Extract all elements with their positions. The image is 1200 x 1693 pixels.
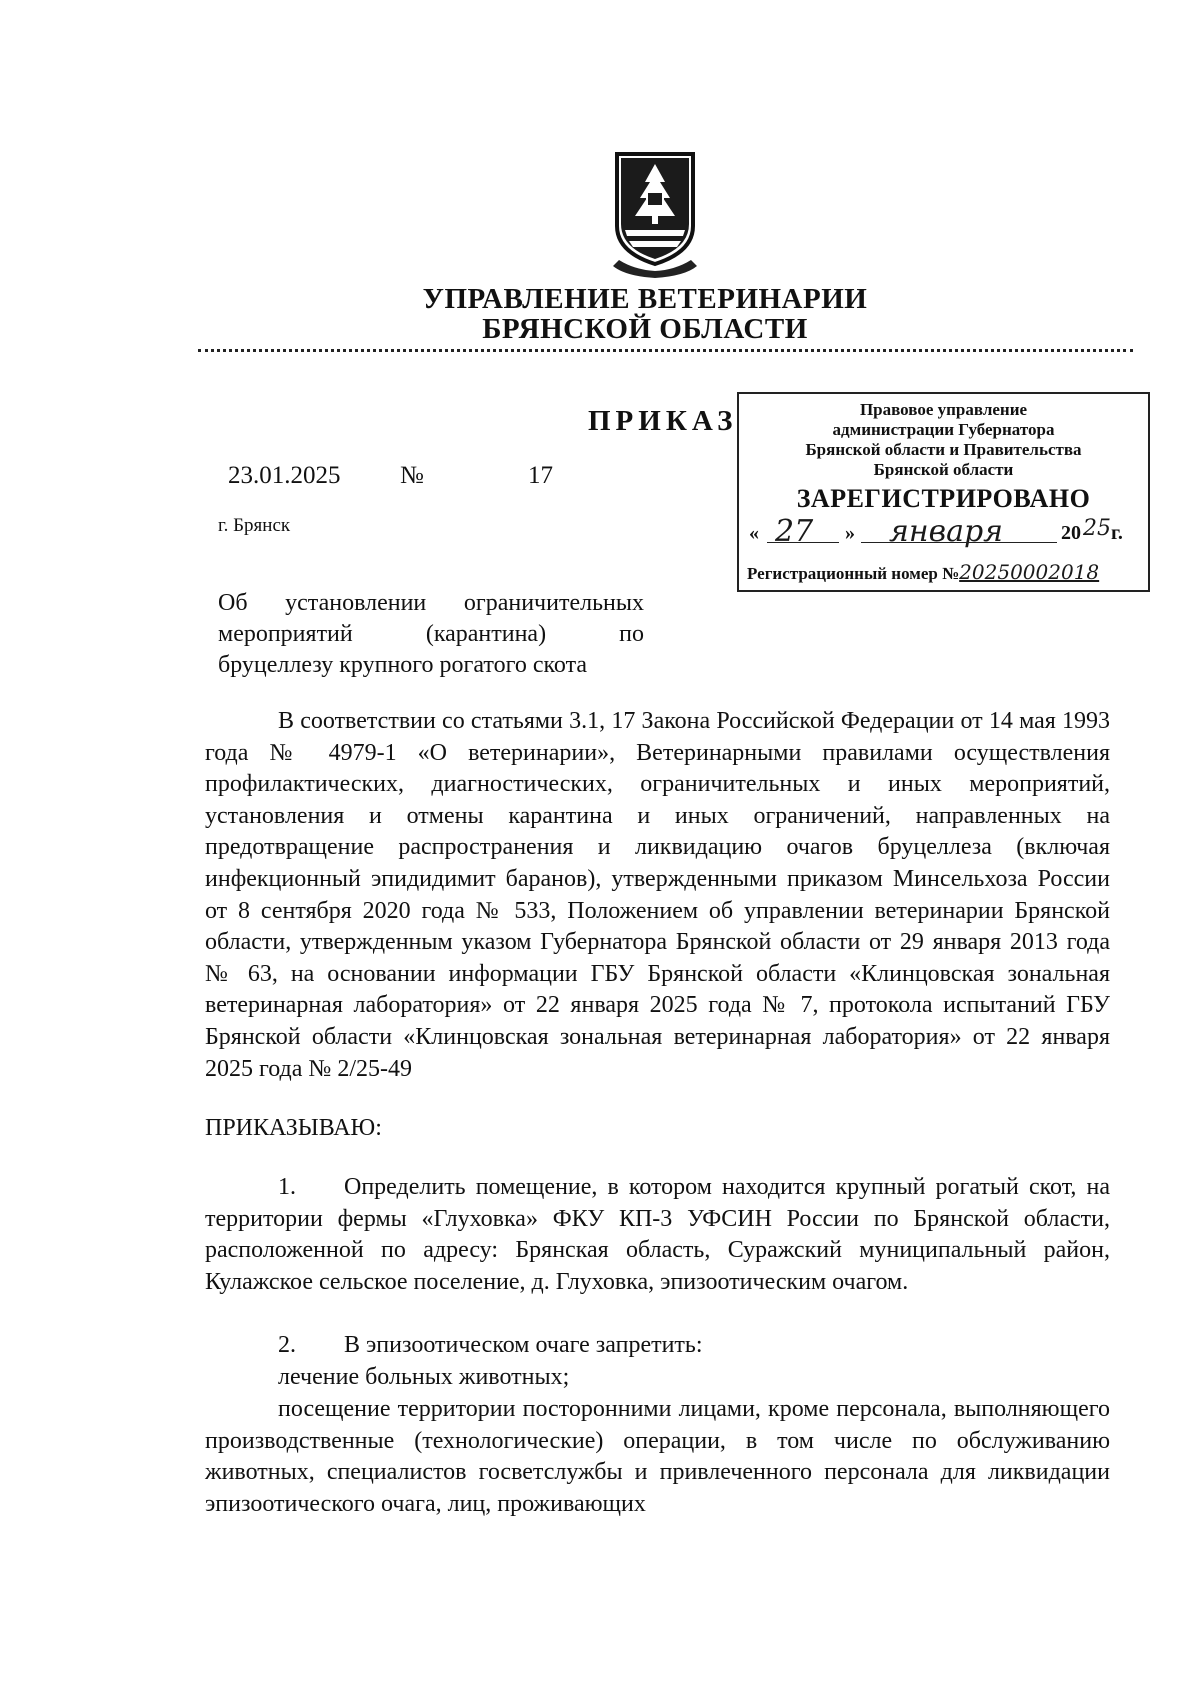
stamp-year-prefix: 20 [1061, 522, 1081, 544]
stamp-line: Брянской области и Правительства [805, 440, 1082, 459]
stamp-date-row: « 27 » января 20 25 г. [749, 514, 1123, 549]
stamp-line: администрации Губернатора [832, 420, 1055, 439]
stamp-year-unit: г. [1111, 522, 1123, 544]
stamp-regnum-value: 20250002018 [959, 560, 1100, 584]
document-subject [218, 588, 644, 681]
item-2-sub-a: лечение больных животных; [278, 1364, 570, 1390]
stamp-month: января [889, 514, 1004, 549]
stamp-line: Правовое управление [859, 400, 1028, 419]
item-2-number: 2. [278, 1332, 296, 1358]
stamp-registered: ЗАРЕГИСТРИРОВАНО [796, 484, 1091, 513]
item-1-text: Определить помещение, в котором находится крупный рогатый скот, на территории фермы «Глуховка» ФКУ КП-3 УФСИН России по Брянской области, расположенной по адресу: Брянская область, Суражский муниципальный район, Кулажское сельское поселение, д. Глуховка, эпизоотическим очагом. [205, 1174, 1110, 1295]
registration-stamp [737, 392, 1150, 592]
item-2-sub-b: посещение территории посторонними лицами, кроме персонала, выполняющего производственные (технологические) операции, в том числе по обслуживанию животных, специалистов госветслужбы и привлеченного персонала для ликвидации эпизоотического очага, лиц, проживающих [205, 1396, 1110, 1517]
subject-line: мероприятий (карантина) по [218, 621, 644, 647]
stamp-regnum-row [747, 560, 1142, 584]
document-number: 17 [528, 462, 553, 489]
item-1-number: 1. [278, 1174, 296, 1200]
document-number-sign: № [400, 462, 424, 489]
preamble-paragraph: В соответствии со статьями 3.1, 17 Закона Российской Федерации от 14 мая 1993 года № 4979-1 «О ветеринарии», Ветеринарными правилами осуществления профилактических, диагностических, ограничительных и иных мероприятий, установления и отмены карантина и иных ограничений, направленных на предотвращение распространения и ликвидацию очагов бруцеллеза (включая инфекционный эпидидимит баранов), утвержденными приказом Минсельхоза России от 8 сентября 2020 года № 533, Положением об управлении ветеринарии Брянской области, утвержденным указом Губернатора Брянской области от 29 января 2013 года № 63, на основании информации ГБУ Брянской области «Клинцовская зональная ветеринарная лаборатория» от 22 января 2025 года № 7, протокола испытаний ГБУ Брянской области «Клинцовская зональная ветеринарная лаборатория» от 22 января 2025 года № 2/25-49 [205, 708, 1110, 1082]
org-name-line2: БРЯНСКОЙ ОБЛАСТИ [482, 313, 808, 345]
stamp-year-suffix: 25 [1083, 516, 1111, 541]
order-word: ПРИКАЗЫВАЮ: [205, 1115, 382, 1141]
item-1-paragraph [205, 1172, 1110, 1298]
coat-of-arms-emblem [605, 148, 705, 280]
document-city: г. Брянск [218, 515, 291, 536]
org-name-line1: УПРАВЛЕНИЕ ВЕТЕРИНАРИИ [422, 283, 868, 315]
document-date: 23.01.2025 [228, 462, 341, 489]
stamp-regnum-label: Регистрационный номер № [747, 564, 960, 583]
subject-line: Об установлении ограничительных [218, 590, 644, 616]
header-divider [198, 349, 1133, 352]
stamp-line: Брянской области [873, 460, 1014, 479]
document-title: ПРИКАЗ [588, 405, 738, 437]
item-2-paragraph [205, 1330, 1110, 1362]
item-2-text: В эпизоотическом очаге запретить: [344, 1332, 703, 1358]
subject-line: бруцеллезу крупного рогатого скота [218, 652, 588, 678]
stamp-day: 27 [775, 514, 814, 549]
